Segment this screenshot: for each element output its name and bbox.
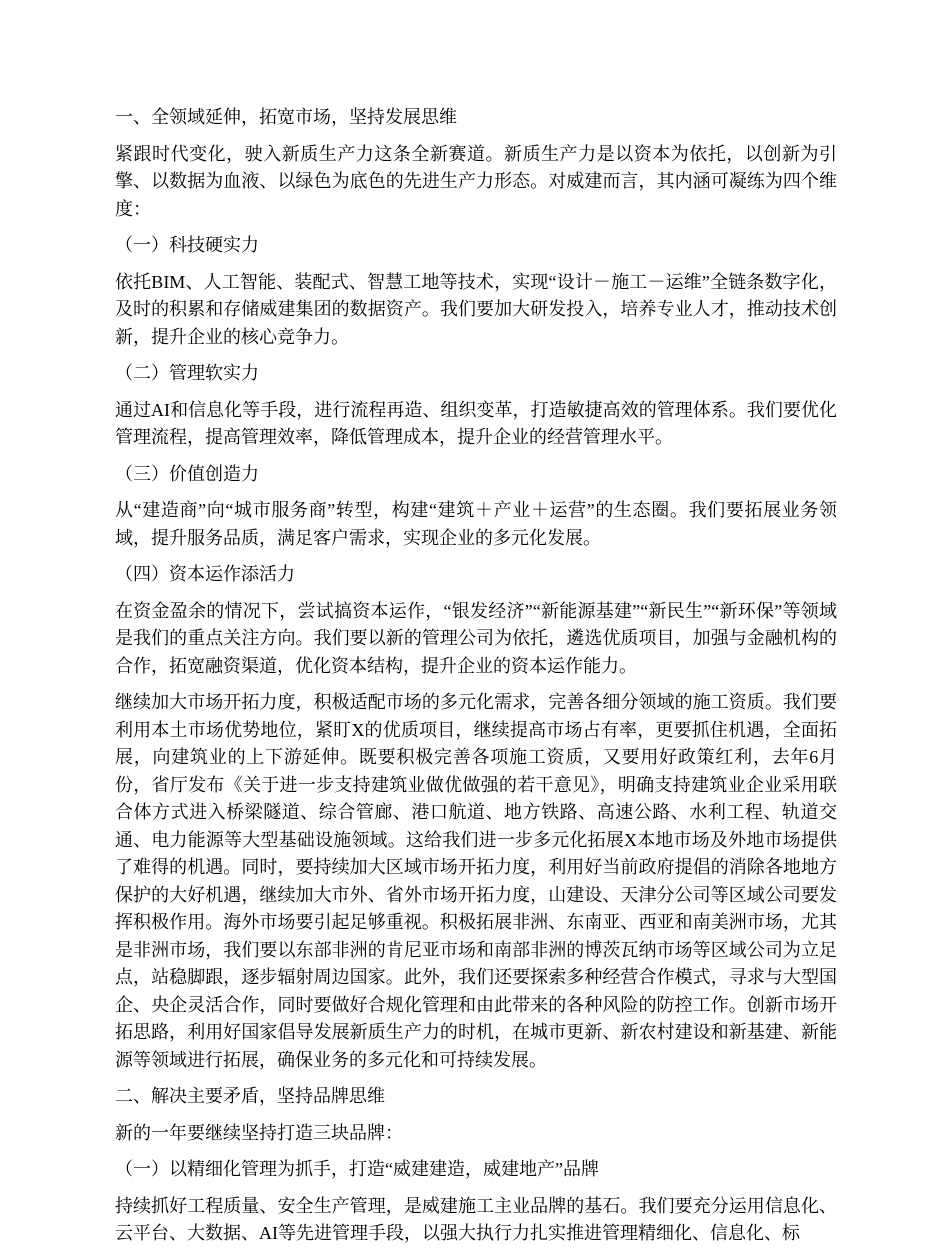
paragraph: 从“建造商”向“城市服务商”转型，构建“建筑＋产业＋运营”的生态圈。我们要拓展业务领域，提升服务品质，满足客户需求，实现企业的多元化发展。 bbox=[115, 500, 837, 548]
paragraph: 继续加大市场开拓力度，积极适配市场的多元化需求，完善各细分领域的施工资质。我们要利用本土市场优势地位，紧盯X的优质项目，继续提高市场占有率，更要抓住机遇，全面拓展，向建筑业的上下游延伸。既要积极完善各项施工资质，又要用好政策红利，去年6月份，省厅发布《关于进一步支持建筑业做优做强的若干意见》，明确支持建筑业企业采用联合体方式进入桥梁隧道、综合管廊、港口航道、地方铁路、高速公路、水利工程、轨道交通、电力能源等大型基础设施领域。这给我们进一步多元化拓展X本地市场及外地市场提供了难得的机遇。同时，要持续加大区域市场开拓力度，利用好当前政府提倡的消除各地地方保护的大好机遇，继续加大市外、省外市场开拓力度，山建设、天津分公司等区域公司要发挥积极作用。海外市场要引起足够重视。积极拓展非洲、东南亚、西亚和南美洲市场，尤其是非洲市场，我们要以东部非洲的肯尼亚市场和南部非洲的博茨瓦纳市场等区域公司为立足点，站稳脚跟，逐步辐射周边国家。此外，我们还要探索多种经营合作模式，寻求与大型国企、央企灵活合作，同时要做好合规化管理和由此带来的各种风险的防控工作。创新市场开拓思路，利用好国家倡导发展新质生产力的时机，在城市更新、新农村建设和新基建、新能源等领域进行拓展，确保业务的多元化和可持续发展。 bbox=[115, 692, 837, 1070]
paragraph: 新的一年要继续坚持打造三块品牌： bbox=[115, 1122, 403, 1143]
section-heading: 一、全领域延伸，拓宽市场，坚持发展思维 bbox=[115, 107, 457, 127]
section-heading: （一）科技硬实力 bbox=[115, 235, 259, 255]
section-heading: （一）以精细化管理为抓手，打造“威建建造，威建地产”品牌 bbox=[115, 1159, 599, 1179]
paragraph: 持续抓好工程质量、安全生产管理，是威建施工主业品牌的基石。我们要充分运用信息化、云平台、大数据、AI等先进管理手段，以强大执行力扎实推进管理精细化、信息化、标 bbox=[115, 1195, 837, 1243]
section-heading: 二、解决主要矛盾，坚持品牌思维 bbox=[115, 1086, 385, 1106]
paragraph: 通过AI和信息化等手段，进行流程再造、组织变革，打造敏捷高效的管理体系。我们要优化管理流程，提高管理效率，降低管理成本，提升企业的经营管理水平。 bbox=[115, 399, 837, 447]
section-heading: （四）资本运作添活力 bbox=[115, 564, 295, 584]
section-heading: （三）价值创造力 bbox=[115, 463, 259, 484]
paragraph: 在资金盈余的情况下，尝试搞资本运作，“银发经济”“新能源基建”“新民生”“新环保”等领域是我们的重点关注方向。我们要以新的管理公司为依托，遴选优质项目，加强与金融机构的合作，拓宽融资渠道，优化资本结构，提升企业的资本运作能力。 bbox=[115, 600, 837, 676]
paragraph: 依托BIM、人工智能、装配式、智慧工地等技术，实现“设计－施工－运维”全链条数字化，及时的积累和存储威建集团的数据资产。我们要加大研发投入，培养专业人才，推动技术创新，提升企业的核心竞争力。 bbox=[115, 271, 837, 347]
document-body bbox=[115, 104, 837, 1248]
section-heading: （二）管理软实力 bbox=[115, 363, 259, 383]
paragraph: 紧跟时代变化，驶入新质生产力这条全新赛道。新质生产力是以资本为依托，以创新为引擎、以数据为血液、以绿色为底色的先进生产力形态。对威建而言，其内涵可凝练为四个维度： bbox=[115, 143, 837, 219]
